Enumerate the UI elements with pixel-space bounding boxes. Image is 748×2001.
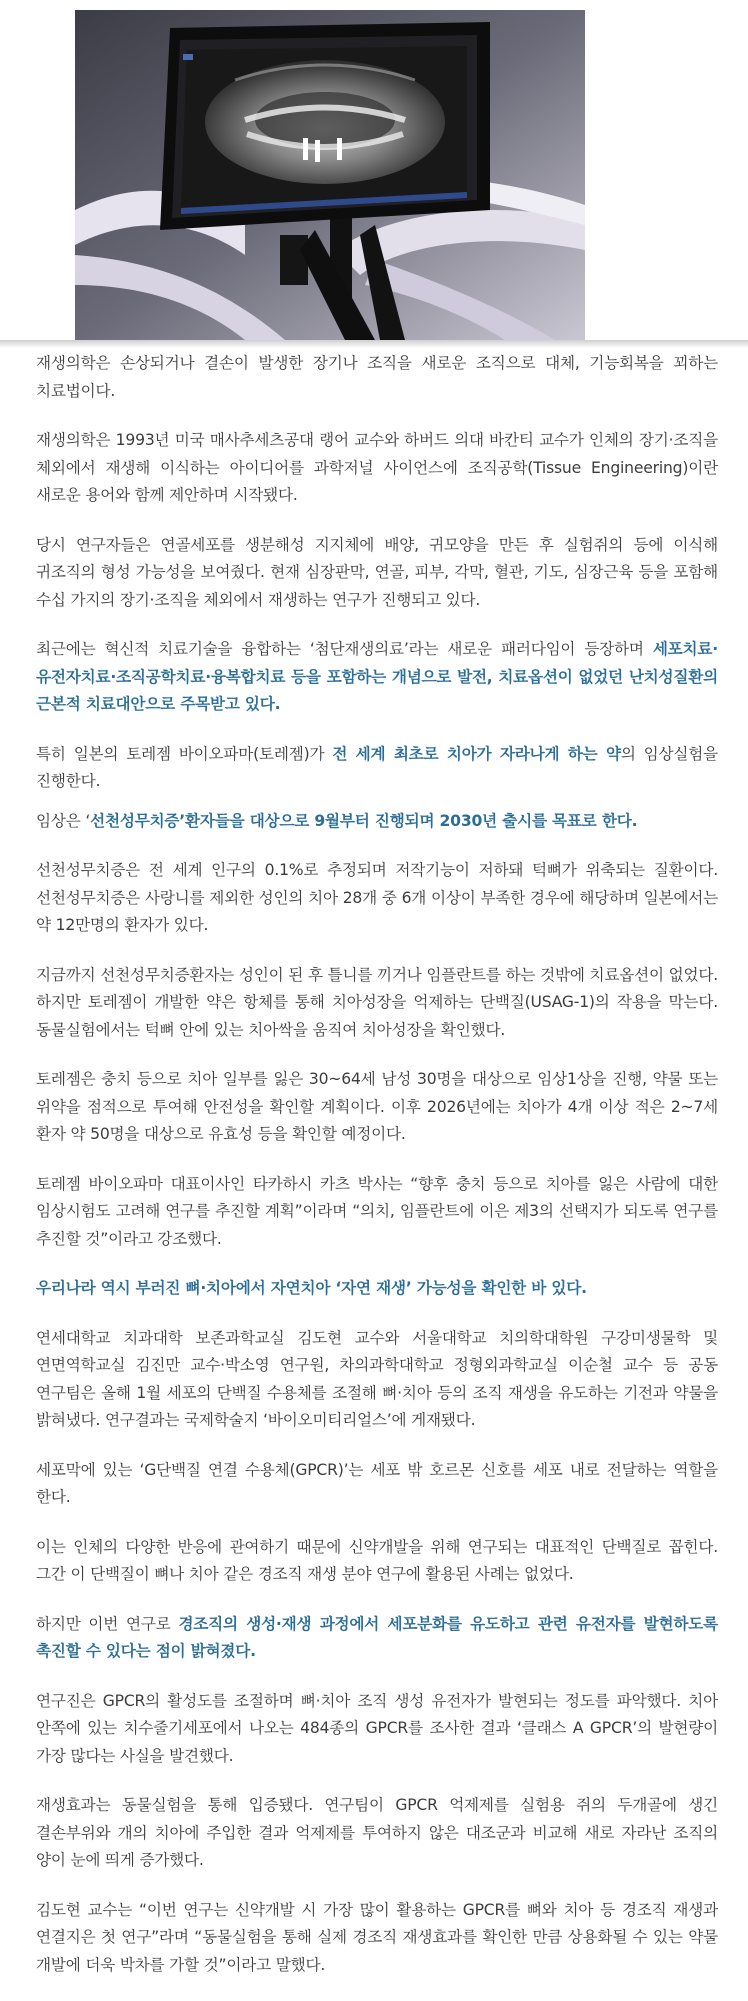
paragraph-text: 연구진은 GPCR의 활성도를 조절하며 뼈·치아 조직 생성 유전자가 발현되는 정도를 파악했다. 치아 안쪽에 있는 치수줄기세포에서 나오는 484종의 GPCR를 조사한 결과 ‘클래스 A GPCR’의 발현량이 가장 많다는 사실을 발견했다. [36, 1691, 718, 1765]
paragraph-text: 토레젬은 충치 등으로 치아 일부를 잃은 30~64세 남성 30명을 대상으로 임상1상을 진행, 약물 또는 위약을 점적으로 투여해 안전성을 확인할 계획이다. 이후 2026년에는 치아가 4개 이상 적은 2~7세 환자 약 50명을 대상으로 유효성 등을 확인할 예정이다. [36, 1070, 718, 1143]
paragraph-text: 연세대학교 치과대학 보존과학교실 김도현 교수와 서울대학교 치의학대학원 구강미생물학 및 연면역학교실 김진만 교수·박소영 연구원, 차의과학대학교 정형외과학교실 이순철 교수 등 공동 연구팀은 올해 1월 세포의 단백질 수용체를 조절해 뼈·치아 등의 조직 재생을 유도하는 기전과 약물을 밝혀냈다. 연구결과는 국제학술지 ‘바이오미티리얼스’에 게재됐다. [36, 1328, 718, 1429]
section-lead-paragraph [36, 1275, 718, 1303]
article-paragraph [36, 1171, 718, 1254]
article-paragraph [36, 1611, 718, 1666]
highlighted-text: 전 세계 최초로 치아가 자라나게 하는 약 [332, 744, 621, 763]
paragraph-text: 재생효과는 동물실험을 통해 입증됐다. 연구팀이 GPCR 억제제를 실험용 쥐의 두개골에 생긴 결손부위와 개의 치아에 주입한 결과 억제제를 투여하지 않은 대조군과 비교해 새로 자라난 조직의 양이 눈에 띄게 증가했다. [36, 1796, 718, 1869]
highlighted-text: 선천성무치증’환자들을 대상으로 9월부터 진행되며 2030년 출시를 목표로 한다. [90, 811, 638, 830]
article-paragraph [36, 1897, 718, 1980]
hero-divider-shadow [0, 340, 748, 348]
article-paragraph [36, 962, 718, 1045]
highlighted-text: 경조직의 생성·재생 과정에서 세포분화를 유도하고 관련 유전자를 발현하도록 촉진할 수 있다는 점이 밝혀졌다. [36, 1614, 718, 1660]
article-paragraph [36, 532, 718, 615]
article-paragraph [36, 1534, 718, 1589]
paragraph-text: 이는 인체의 다양한 반응에 관여하기 때문에 신약개발을 위해 연구되는 대표적인 단백질로 꼽힌다. 그간 이 단백질이 뼈나 치아 같은 경조직 재생 분야 연구에 활용된 사례는 없었다. [36, 1537, 718, 1583]
paragraph-text: 토레젬 바이오파마 대표이사인 타카하시 카츠 박사는 “향후 충치 등으로 치아를 잃은 사람에 대한 임상시험도 고려해 연구를 추진할 계획”이라며 “의치, 임플란트에 이은 제3의 선택지가 되도록 연구를 추진할 것”이라고 강조했다. [36, 1174, 718, 1248]
article-paragraph [36, 808, 718, 836]
article-paragraph [36, 636, 718, 719]
paragraph-text: 임상은 ‘ [36, 811, 91, 830]
paragraph-text: 특히 일본의 토레젬 바이오파마(토레젬)가 [36, 744, 333, 763]
paragraph-text: 재생의학은 1993년 미국 매사추세츠공대 랭어 교수와 하버드 의대 바칸티 교수가 인체의 장기·조직을 체외에서 재생해 이식하는 아이디어를 과학저널 사이언스에 조직공학(Tissue Engineering)이란 새로운 용어와 함께 제안하며 시작됐다. [36, 431, 718, 504]
dental-xray-monitor-photo [75, 10, 585, 340]
article-paragraph [36, 350, 718, 405]
paragraph-text: 세포막에 있는 ‘G단백질 연결 수용체(GPCR)’는 세포 밖 호르몬 신호를 세포 내로 전달하는 역할을 한다. [36, 1460, 718, 1506]
article-paragraph [36, 1792, 718, 1875]
paragraph-text: 지금까지 선천성무치증환자는 성인이 된 후 틀니를 끼거나 임플란트를 하는 것밖에 치료옵션이 없었다. 하지만 토레젬이 개발한 약은 항체를 통해 치아성장을 억제하는 단백질(USAG-1)의 작용을 막는다. 동물실험에서는 턱뼈 안에 있는 치아싹을 움직여 치아성장을 확인했다. [36, 965, 718, 1039]
article-paragraph [36, 1688, 718, 1771]
article-paragraph [36, 1066, 718, 1149]
paragraph-text: 김도현 교수는 “이번 연구는 신약개발 시 가장 많이 활용하는 GPCR를 뼈와 치아 등 경조직 재생과 연결지은 첫 연구”라며 “동물실험을 통해 실제 경조직 재생효과를 확인한 만큼 상용화될 수 있는 약물 개발에 더욱 박차를 가할 것”이라고 말했다. [36, 1900, 718, 1974]
paragraph-text: 하지만 이번 연구로 [36, 1614, 179, 1633]
paragraph-text: 의 임상실험을 진행한다. [36, 744, 718, 790]
paragraph-text: 최근에는 혁신적 치료기술을 융합하는 ‘첨단재생의료’라는 새로운 패러다임이 등장하며 [36, 640, 653, 658]
article-paragraph [36, 857, 718, 940]
highlighted-text: 세포치료·유전자치료·조직공학치료·융복합치료 등을 포함하는 개념으로 발전, 치료옵션이 없었던 난치성질환의 근본적 치료대안으로 주목받고 있다. [36, 640, 718, 713]
article-body [36, 350, 718, 2001]
highlighted-text: 우리나라 역시 부러진 뼈·치아에서 자연치아 ‘자연 재생’ 가능성을 확인한 바 있다. [36, 1279, 587, 1297]
paragraph-text: 선천성무치증은 전 세계 인구의 0.1%로 추정되며 저작기능이 저하돼 턱뼈가 위축되는 질환이다. 선천성무치증은 사랑니를 제외한 성인의 치아 28개 중 6개 이상이 부족한 경우에 해당하며 일본에서는 약 12만명의 환자가 있다. [36, 861, 718, 934]
paragraph-text: 재생의학은 손상되거나 결손이 발생한 장기나 조직을 새로운 조직으로 대체, 기능회복을 꾀하는 치료법이다. [36, 354, 718, 400]
article-paragraph [36, 427, 718, 510]
article-paragraph [36, 1457, 718, 1512]
hero-image [75, 10, 585, 340]
article-paragraph [36, 741, 718, 796]
paragraph-text: 당시 연구자들은 연골세포를 생분해성 지지체에 배양, 귀모양을 만든 후 실험쥐의 등에 이식해 귀조직의 형성 가능성을 보여줬다. 현재 심장판막, 연골, 피부, 각막, 혈관, 기도, 심장근육 등을 포함해 수십 가지의 장기·조직을 체외에서 재생하는 연구가 진행되고 있다. [36, 535, 718, 609]
article-paragraph [36, 1325, 718, 1435]
